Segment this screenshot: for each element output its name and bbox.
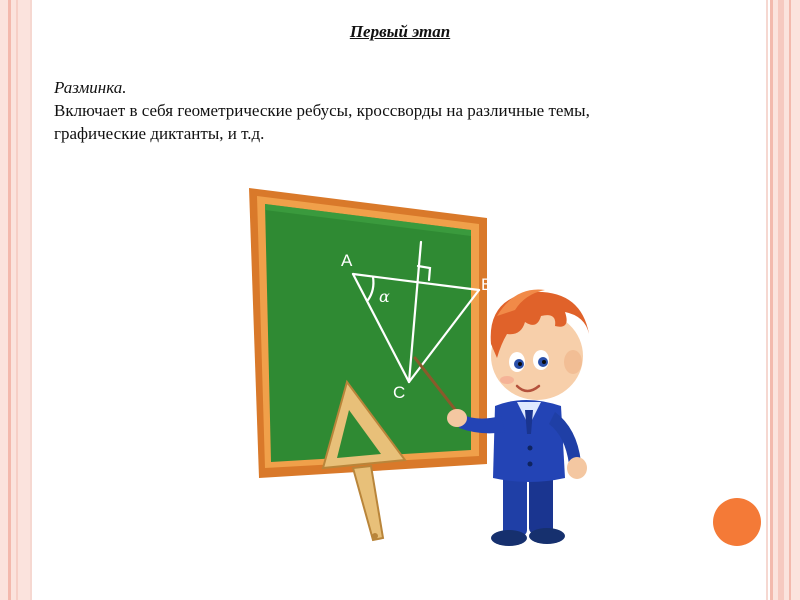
slide-title: Первый этап [349, 22, 451, 41]
decorative-orange-circle [713, 498, 761, 546]
teacher-boy-chalkboard-illustration [225, 166, 605, 576]
vertex-a-label: A [341, 251, 353, 270]
vertex-c-label: C [393, 383, 406, 402]
angle-alpha-label: α [379, 287, 390, 306]
vertex-b-label: B [481, 275, 493, 294]
slide-content [45, 14, 755, 586]
description-line-2: графические диктанты, и т.д. [54, 124, 265, 143]
slide-body [54, 76, 744, 145]
description-line-1: Включает в себя геометрические ребусы, кроссворды на различные темы, [54, 101, 590, 120]
intro-text: Разминка. [54, 78, 127, 97]
